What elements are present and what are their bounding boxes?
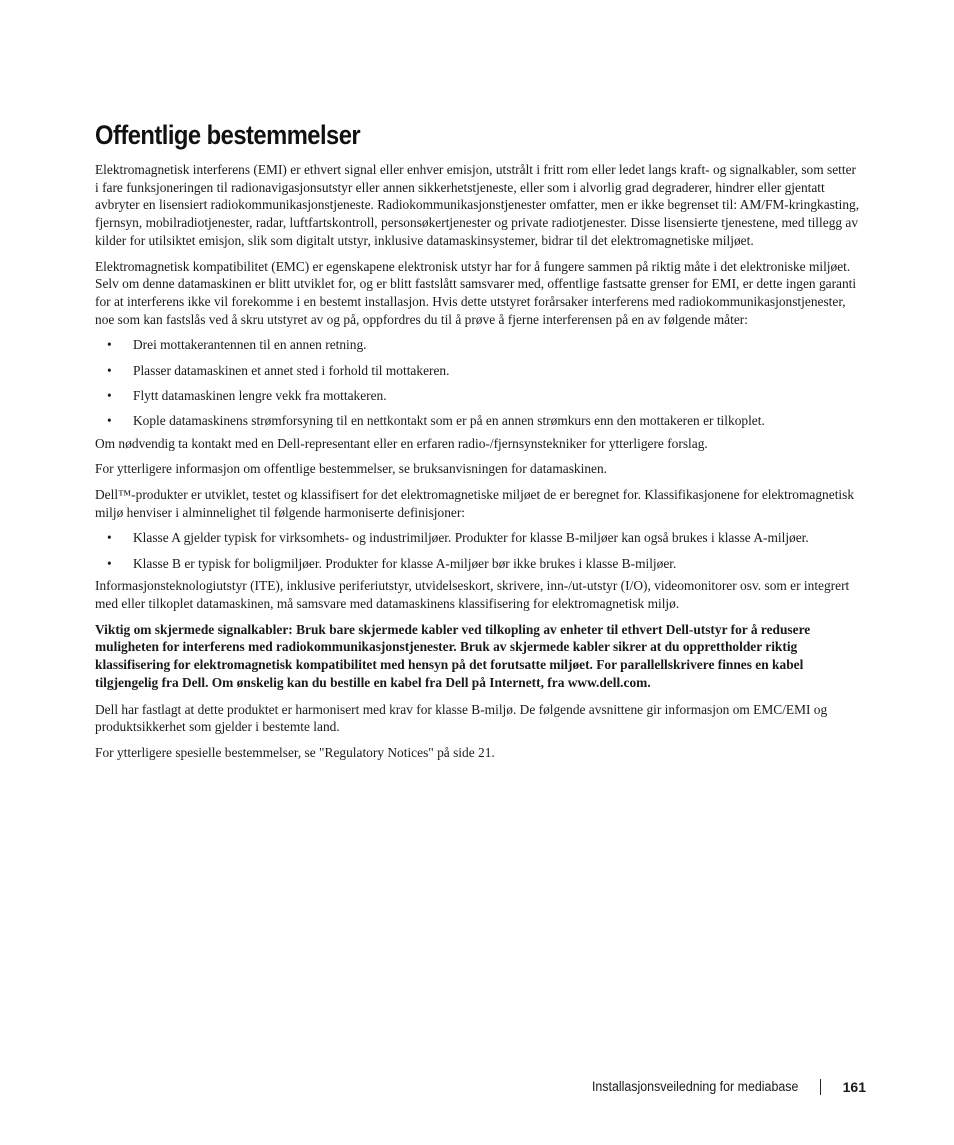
document-page	[95, 118, 860, 770]
bullet-icon: •	[107, 555, 112, 571]
list-item: • Kople datamaskinens strømforsyning til en nettkontakt som er på en annen strømkurs enn den mottakeren er tilkoplet.	[107, 412, 765, 428]
list-item: • Klasse B er typisk for boligmiljøer. Produkter for klasse A-miljøer bør ikke brukes i klasse B-miljøer.	[107, 555, 677, 571]
paragraph-regulatory-notices: For ytterligere spesielle bestemmelser, se "Regulatory Notices" på side 21.	[95, 744, 495, 760]
paragraph-dell-products: Dell™-produkter er utviklet, testet og klassifisert for det elektromagnetiske miljøet de er beregnet for. Klassifikasjonene for elektromagnetisk miljø henviser i alminnelighet til følgende harmoniserte definisjoner:	[95, 487, 855, 520]
bullet-icon: •	[107, 337, 112, 353]
list-item: • Drei mottakerantennen til en annen retning.	[107, 337, 367, 353]
footer-divider	[820, 1079, 821, 1095]
list-item: • Plasser datamaskinen et annet sted i forhold til mottakeren.	[107, 362, 450, 378]
bullet-icon: •	[107, 362, 112, 378]
bullet-icon: •	[107, 412, 112, 428]
paragraph-class-b: Dell har fastlagt at dette produktet er harmonisert med krav for klasse B-miljø. De følgende avsnittene gir informasjon om EMC/EMI og produktsikkerhet som gjelder i bestemte land.	[95, 701, 828, 735]
page-title: Offentlige bestemmelser	[95, 120, 361, 150]
paragraph-contact-dell: Om nødvendig ta kontakt med en Dell-representant eller en erfaren radio-/fjernsynstekniker for ytterligere forslag.	[95, 435, 708, 451]
page-footer	[0, 1076, 866, 1098]
bullet-icon: •	[107, 387, 112, 403]
paragraph-more-info: For ytterligere informasjon om offentlige bestemmelser, se bruksanvisningen for datamaskinen.	[95, 461, 608, 477]
bullet-icon: •	[107, 530, 112, 546]
interference-remedies-list	[95, 336, 860, 429]
page-number: 161	[842, 1079, 866, 1095]
list-item: • Flytt datamaskinen lengre vekk fra mottakeren.	[107, 387, 387, 403]
paragraph-emc: Elektromagnetisk kompatibilitet (EMC) er egenskapene elektronisk utstyr har for å fungere sammen på riktig måte i det elektroniske miljøet. Selv om denne datamaskinen er blitt utviklet for, og er blitt fastslått samsvarer med, offentlige fastsatte grenser for EMI, er dette ingen garanti for at interferens ikke vil forekomme i en bestemt installasjon. Hvis dette utstyret forårsaker interferens med radiokommunikasjonstjenester, noe som kan fastslås ved å skru utstyret av og på, oppfordres du til å prøve å fjerne interferensen på en av følgende måter:	[95, 258, 857, 327]
list-item: • Klasse A gjelder typisk for virksomhets- og industrimiljøer. Produkter for klasse B-miljøer kan også brukes i klasse A-miljøer.	[107, 530, 809, 546]
paragraph-shielded-cables: Viktig om skjermede signalkabler: Bruk bare skjermede kabler ved tilkopling av enheter til ethvert Dell-utstyr for å redusere muligheten for interferens med radiokommunikasjonstjenester. Bruk av skjermede kabler sikrer at du opprettholder riktig klassifisering for elektromagnetisk kompatibilitet med hensyn på det forutsatte miljøet. For parallellskrivere finnes en kabel tilgjengelig fra Dell. Om ønskelig kan du bestille en kabel fra Dell på Internett, fra www.dell.com.	[95, 621, 811, 690]
paragraph-ite: Informasjonsteknologiutstyr (ITE), inklusive periferiutstyr, utvidelseskort, skrivere, inn-/ut-utstyr (I/O), videomonitorer osv. som er integrert med eller tilkoplet datamaskinen, må samsvare med datamaskinens klassifisering for elektromagnetisk miljø.	[95, 578, 850, 612]
class-definitions-list	[95, 529, 860, 572]
paragraph-emi: Elektromagnetisk interferens (EMI) er ethvert signal eller enhver emisjon, utstrålt i fritt rom eller ledet langs kraft- og signalkabler, som setter i fare funksjoneringen til radionavigasjonsutstyr eller annen sikkerhetstjeneste, eller som i alvorlig grad degraderer, hindrer eller gjentatt avbryter en lisensiert radiokommunikasjonstjeneste. Radiokommunikasjonstjenester omfatter, men er ikke begrenset til: AM/FM-kringkasting, fjernsyn, mobilradiotjenester, radar, luftfartskontroll, personsøkertjenester og private radiotjenester. Disse lisensierte tjenestene, med tillegg av kilder for utilsiktet emisjon, slik som digitalt utstyr, inklusive datamaskinsystemer, bidrar til det elektromagnetiske miljøet.	[95, 162, 860, 248]
footer-title: Installasjonsveiledning for mediabase	[591, 1079, 798, 1094]
